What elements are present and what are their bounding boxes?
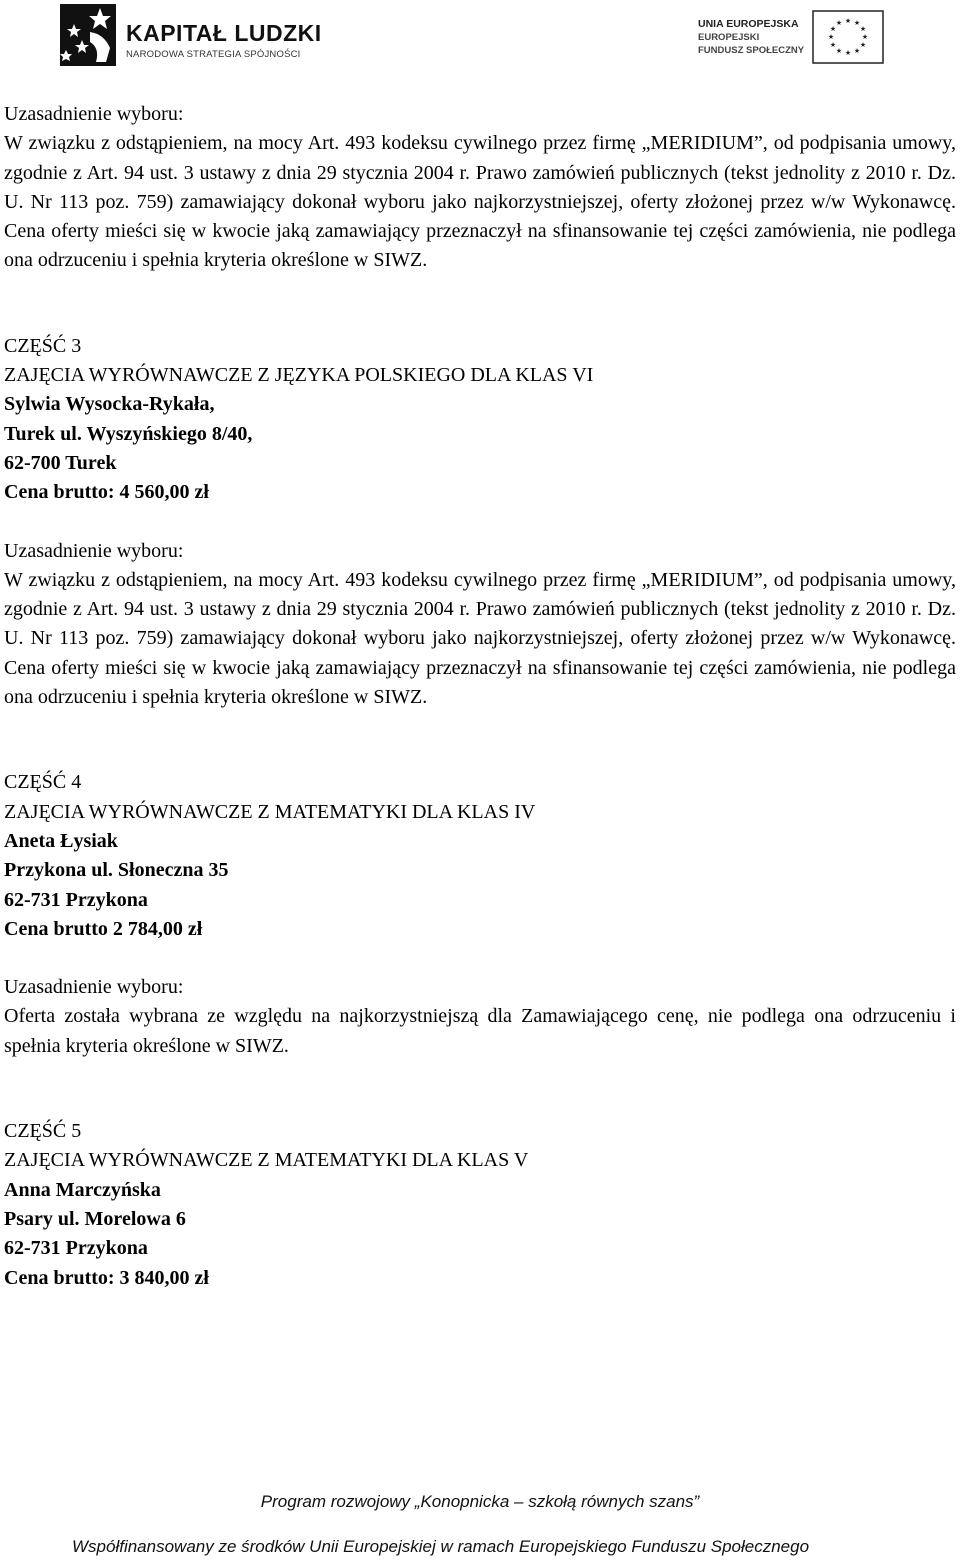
part5-address-city: 62-731 Przykona	[4, 1237, 148, 1260]
part4-contractor-name: Aneta Łysiak	[4, 829, 118, 852]
spacer	[4, 276, 956, 332]
part4-address-city: 62-731 Przykona	[4, 888, 148, 911]
part3-address-city: 62-700 Turek	[4, 451, 117, 474]
part4-title: ZAJĘCIA WYRÓWNAWCZE Z MATEMATYKI DLA KLAS IV	[4, 800, 536, 823]
part3-reason-text: W związku z odstąpieniem, na mocy Art. 493 kodeksu cywilnego przez firmę „MERIDIUM”, od podpisania umowy, zgodnie z Art. 94 ust. 3 ustawy z dnia 29 stycznia 2004 r. Prawo zamówień publicznych (tekst jednolity z 2010 r. Dz. U. Nr 113 poz. 759) zamawiający dokonał wyboru jako najkorzystniejszej, oferty złożonej przez w/w Wykonawcę. Cena oferty mieści się w kwocie jaką zamawiający przeznaczył na sfinansowanie tej części zamówienia, nie podlega ona odrzuceniu i spełnia kryteria określone w SIWZ.	[4, 568, 956, 709]
spacer	[4, 508, 956, 537]
part5-price: Cena brutto: 3 840,00 zł	[4, 1266, 209, 1289]
part3-reason-heading: Uzasadnienie wyboru:	[4, 539, 184, 562]
part5-address-street: Psary ul. Morelowa 6	[4, 1207, 186, 1230]
page-header	[0, 0, 960, 80]
eu-line1: UNIA EUROPEJSKA	[698, 18, 799, 30]
eu-logo-text	[698, 18, 804, 57]
part4-reason-text: Oferta została wybrana ze względu na najkorzystniejszą dla Zamawiającego cenę, nie podlega ona odrzuceniu i spełnia kryteria określone w SIWZ.	[4, 1005, 956, 1057]
svg-text:★: ★	[835, 19, 843, 27]
part4-label: CZĘŚĆ 4	[4, 771, 82, 794]
kapital-ludzki-emblem-icon	[60, 4, 116, 66]
eu-flag-icon	[812, 10, 884, 64]
part3-label: CZĘŚĆ 3	[4, 334, 82, 357]
footer-cofinancing-note: Współfinansowany ze środków Unii Europejskiej w ramach Europejskiego Funduszu Społecznego	[72, 1537, 810, 1556]
svg-text:★: ★	[829, 25, 837, 33]
svg-text:★: ★	[844, 49, 852, 57]
svg-text:★: ★	[844, 17, 852, 25]
part5-label: CZĘŚĆ 5	[4, 1120, 82, 1143]
svg-text:★: ★	[859, 41, 867, 49]
kapital-ludzki-subtitle: NARODOWA STRATEGIA SPÓJNOŚCI	[126, 49, 301, 60]
part3-title: ZAJĘCIA WYRÓWNAWCZE Z JĘZYKA POLSKIEGO DLA KLAS VI	[4, 364, 594, 387]
svg-text:★: ★	[827, 33, 835, 41]
svg-text:★: ★	[853, 47, 861, 55]
svg-text:★: ★	[861, 33, 869, 41]
svg-text:★: ★	[829, 41, 837, 49]
spacer	[4, 1061, 956, 1117]
kapital-ludzki-logo	[60, 4, 322, 66]
document-body	[4, 100, 956, 1293]
part3-address-street: Turek ul. Wyszyńskiego 8/40,	[4, 422, 253, 445]
svg-text:★: ★	[859, 25, 867, 33]
part5-contractor-name: Anna Marczyńska	[4, 1178, 161, 1201]
eu-line2: EUROPEJSKI	[698, 32, 760, 43]
svg-text:★: ★	[853, 19, 861, 27]
eu-logo	[690, 8, 900, 70]
part4-price: Cena brutto 2 784,00 zł	[4, 917, 203, 940]
svg-text:★: ★	[835, 47, 843, 55]
block1-reason-heading: Uzasadnienie wyboru:	[4, 103, 184, 125]
spacer	[4, 712, 956, 768]
part3-price: Cena brutto: 4 560,00 zł	[4, 481, 209, 504]
part3-contractor-name: Sylwia Wysocka-Rykała,	[4, 393, 215, 416]
part4-reason-heading: Uzasadnienie wyboru:	[4, 976, 184, 999]
footer-program-name: Program rozwojowy „Konopnicka – szkołą równych szans”	[260, 1492, 700, 1511]
part4-address-street: Przykona ul. Słoneczna 35	[4, 859, 229, 882]
part5-title: ZAJĘCIA WYRÓWNAWCZE Z MATEMATYKI DLA KLAS V	[4, 1149, 529, 1172]
eu-line3: FUNDUSZ SPOŁECZNY	[698, 45, 805, 56]
block1-reason-text: W związku z odstąpieniem, na mocy Art. 493 kodeksu cywilnego przez firmę „MERIDIUM”, od podpisania umowy, zgodnie z Art. 94 ust. 3 ustawy z dnia 29 stycznia 2004 r. Prawo zamówień publicznych (tekst jednolity z 2010 r. Dz. U. Nr 113 poz. 759) zamawiający dokonał wyboru jako najkorzystniejszej, oferty złożonej przez w/w Wykonawcę. Cena oferty mieści się w kwocie jaką zamawiający przeznaczył na sfinansowanie tej części zamówienia, nie podlega ona odrzuceniu i spełnia kryteria określone w SIWZ.	[4, 132, 956, 272]
spacer	[4, 944, 956, 973]
kapital-ludzki-title: KAPITAŁ LUDZKI	[126, 20, 322, 46]
